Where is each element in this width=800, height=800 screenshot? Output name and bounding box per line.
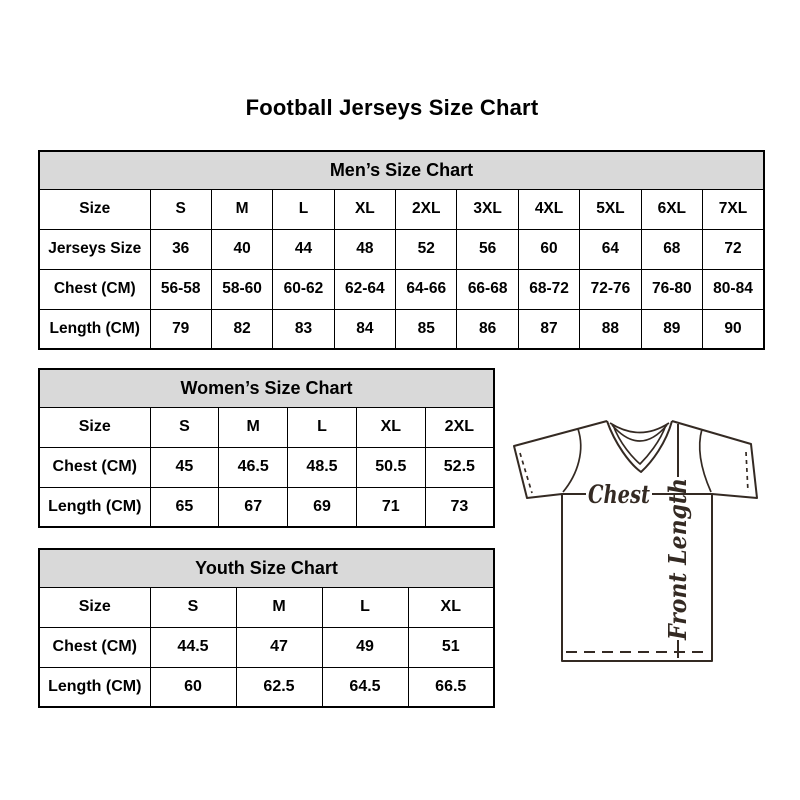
table-cell: 80-84	[703, 269, 764, 309]
jersey-measurement-diagram	[498, 404, 782, 680]
column-header: S	[150, 407, 219, 447]
table-cell: 67	[219, 487, 288, 527]
table-cell: 58-60	[211, 269, 272, 309]
column-header: 2XL	[396, 189, 457, 229]
table-cell: 87	[518, 309, 579, 349]
table-cell: 62-64	[334, 269, 395, 309]
table-row	[39, 447, 494, 487]
column-header: 6XL	[641, 189, 702, 229]
table-title: Men’s Size Chart	[39, 151, 764, 189]
column-header: 5XL	[580, 189, 641, 229]
table-row	[39, 309, 764, 349]
column-header: 3XL	[457, 189, 518, 229]
table-cell: 65	[150, 487, 219, 527]
table-cell: 64	[580, 229, 641, 269]
womens-size-table	[38, 368, 495, 528]
left-cuff-dashed-line	[520, 453, 532, 493]
row-label: Length (CM)	[39, 309, 150, 349]
table-cell: 89	[641, 309, 702, 349]
table-cell: 84	[334, 309, 395, 349]
table-cell: 44	[273, 229, 334, 269]
table-cell: 60	[518, 229, 579, 269]
jersey-diagram-svg	[498, 404, 782, 680]
table-cell: 79	[150, 309, 211, 349]
table-row	[39, 487, 494, 527]
youth-size-table	[38, 548, 495, 708]
column-header: 7XL	[703, 189, 764, 229]
table-cell: 49	[322, 627, 408, 667]
table-cell: 52.5	[425, 447, 494, 487]
table-cell: 90	[703, 309, 764, 349]
column-header: L	[322, 587, 408, 627]
table-cell: 82	[211, 309, 272, 349]
column-header: 4XL	[518, 189, 579, 229]
chest-measure-label: Chest	[588, 480, 651, 509]
table-cell: 86	[457, 309, 518, 349]
column-header: XL	[356, 407, 425, 447]
table-row	[39, 229, 764, 269]
table-cell: 52	[396, 229, 457, 269]
row-label: Chest (CM)	[39, 627, 150, 667]
column-header-label: Size	[39, 587, 150, 627]
table-row	[39, 667, 494, 707]
table-cell: 72-76	[580, 269, 641, 309]
mens-size-table	[38, 150, 765, 350]
table-title: Youth Size Chart	[39, 549, 494, 587]
column-header: S	[150, 189, 211, 229]
table-cell: 47	[236, 627, 322, 667]
table-cell: 45	[150, 447, 219, 487]
column-header-label: Size	[39, 407, 150, 447]
table-cell: 36	[150, 229, 211, 269]
row-label: Chest (CM)	[39, 269, 150, 309]
table-cell: 62.5	[236, 667, 322, 707]
table-cell: 50.5	[356, 447, 425, 487]
row-label: Jerseys Size	[39, 229, 150, 269]
table-cell: 64-66	[396, 269, 457, 309]
jersey-outline	[514, 421, 757, 661]
table-title: Women’s Size Chart	[39, 369, 494, 407]
table-cell: 46.5	[219, 447, 288, 487]
right-armhole-seam	[700, 429, 711, 492]
table-cell: 66.5	[408, 667, 494, 707]
table-cell: 76-80	[641, 269, 702, 309]
table-cell: 68	[641, 229, 702, 269]
table-cell: 44.5	[150, 627, 236, 667]
table-cell: 56-58	[150, 269, 211, 309]
table-cell: 60	[150, 667, 236, 707]
table-cell: 51	[408, 627, 494, 667]
column-header: XL	[334, 189, 395, 229]
column-header: M	[219, 407, 288, 447]
table-cell: 73	[425, 487, 494, 527]
collar-ribbing	[607, 421, 672, 472]
table-cell: 64.5	[322, 667, 408, 707]
table-cell: 71	[356, 487, 425, 527]
table-cell: 72	[703, 229, 764, 269]
table-cell: 60-62	[273, 269, 334, 309]
column-header: L	[273, 189, 334, 229]
column-header: L	[288, 407, 357, 447]
table-row	[39, 269, 764, 309]
table-cell: 56	[457, 229, 518, 269]
right-cuff-dashed-line	[746, 452, 748, 492]
table-cell: 83	[273, 309, 334, 349]
column-header: S	[150, 587, 236, 627]
table-cell: 85	[396, 309, 457, 349]
column-header: M	[236, 587, 322, 627]
left-armhole-seam	[563, 429, 581, 492]
column-header: 2XL	[425, 407, 494, 447]
page-title: Football Jerseys Size Chart	[245, 95, 539, 120]
v-neck-inner	[613, 425, 666, 464]
table-row	[39, 627, 494, 667]
front-length-measure-label: Front Length	[663, 462, 692, 640]
column-header: XL	[408, 587, 494, 627]
row-label: Chest (CM)	[39, 447, 150, 487]
table-cell: 66-68	[457, 269, 518, 309]
table-cell: 40	[211, 229, 272, 269]
table-cell: 48.5	[288, 447, 357, 487]
table-cell: 69	[288, 487, 357, 527]
row-label: Length (CM)	[39, 667, 150, 707]
table-cell: 68-72	[518, 269, 579, 309]
table-cell: 48	[334, 229, 395, 269]
table-cell: 88	[580, 309, 641, 349]
column-header-label: Size	[39, 189, 150, 229]
row-label: Length (CM)	[39, 487, 150, 527]
column-header: M	[211, 189, 272, 229]
